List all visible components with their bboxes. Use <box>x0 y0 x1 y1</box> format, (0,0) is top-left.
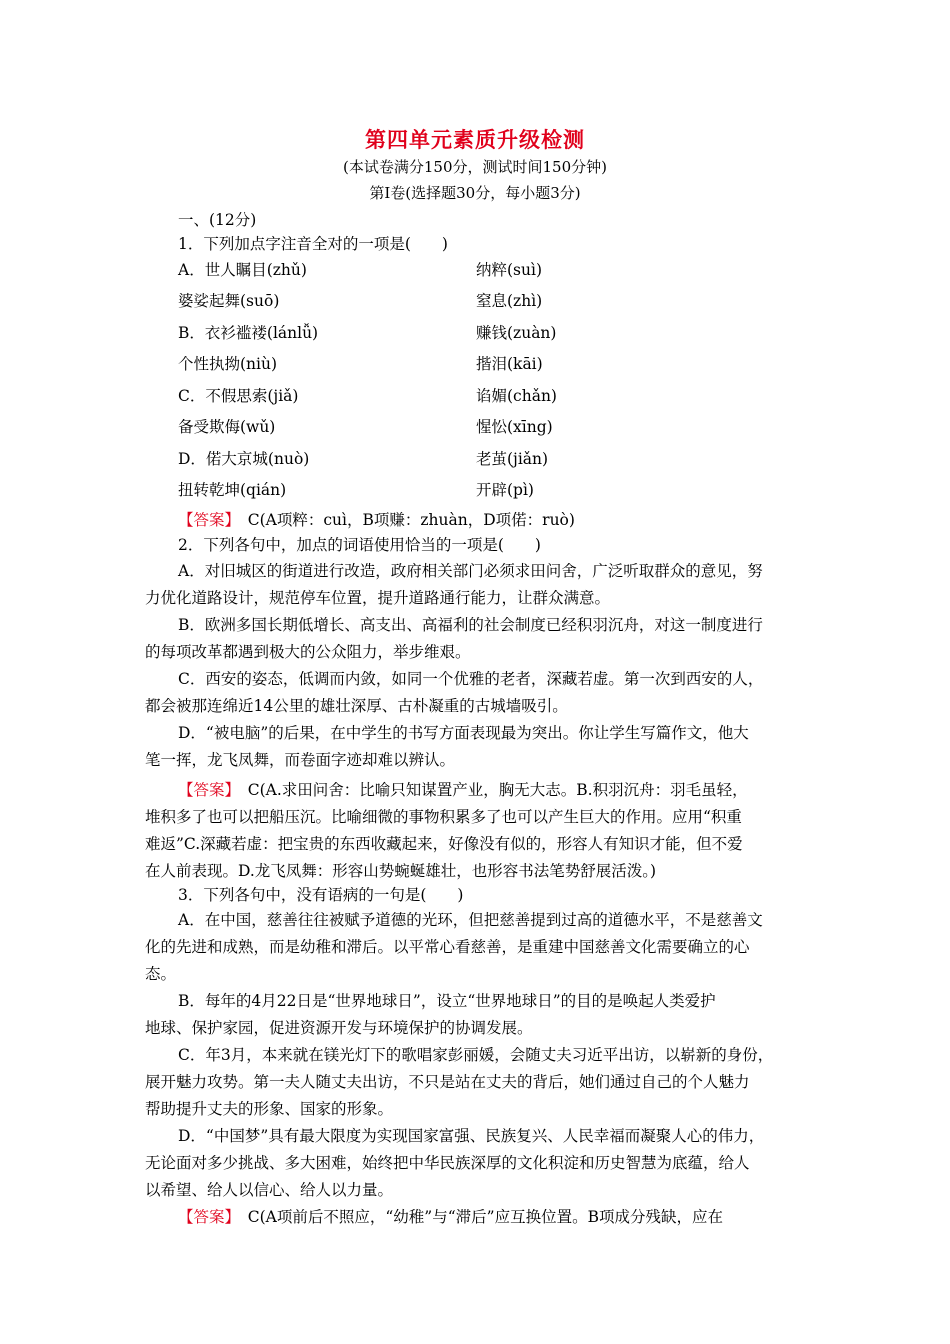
q2-option-c-line1: C．西安的姿态，低调而内敛，如同一个优雅的老者，深藏若虚。第一次到西安的人， <box>178 670 764 688</box>
q2-option-d-line1: D．“被电脑”的后果，在中学生的书写方面表现最为突出。你让学生写篇作文，他大 <box>178 724 749 742</box>
question-2-stem: 2．下列各句中，加点的词语使用恰当的一项是( ) <box>178 536 541 554</box>
option-cell: A．世人瞩目(zhǔ) <box>178 261 307 279</box>
q2-option-b-line1: B．欧洲多国长期低增长、高支出、高福利的社会制度已经积羽沉舟，对这一制度进行 <box>178 616 763 634</box>
question-1-stem: 1．下列加点字注音全对的一项是( ) <box>178 235 448 253</box>
option-cell: 婆娑起舞(suō) <box>178 292 280 310</box>
q3-option-d-line1: D．“中国梦”具有最大限度为实现国家富强、民族复兴、人民幸福而凝聚人心的伟力， <box>178 1127 765 1145</box>
answer-label: 【答案】 <box>178 511 233 529</box>
q2-answer-line2: 堆积多了也可以把船压沉。比喻细微的事物积累多了也可以产生巨大的作用。应用“积重 <box>145 808 742 826</box>
option-cell: 开辟(pì) <box>476 481 534 499</box>
q3-option-c-line2: 展开魅力攻势。第一夫人随丈夫出访，不只是站在丈夫的背后，她们通过自己的个人魅力 <box>145 1073 750 1091</box>
option-cell: 谄媚(chǎn) <box>476 387 557 405</box>
q3-option-d-line2: 无论面对多少挑战、多大困难，始终把中华民族深厚的文化积淀和历史智慧为底蕴，给人 <box>145 1154 750 1172</box>
answer-text: C(A.求田问舍：比喻只知谋置产业，胸无大志。B.积羽沉舟：羽毛虽轻， <box>232 781 748 799</box>
option-cell: 备受欺侮(wǔ) <box>178 418 276 436</box>
option-cell: 惺忪(xīng) <box>476 418 553 436</box>
q2-answer-line3: 难返”C.深藏若虚：把宝贵的东西收藏起来，好像没有似的，形容人有知识才能，但不爱 <box>145 835 743 853</box>
q2-option-a-line1: A．对旧城区的街道进行改造，政府相关部门必须求田问舍，广泛听取群众的意见，努 <box>178 562 763 580</box>
q3-option-c-line1: C．年3月，本来就在镁光灯下的歌唱家彭丽媛，会随丈夫习近平出访，以崭新的身份， <box>178 1046 774 1064</box>
q3-option-a-line1: A．在中国，慈善往往被赋予道德的光环，但把慈善提到过高的道德水平，不是慈善文 <box>178 911 763 929</box>
answer-text: C(A项粹：cuì，B项赚：zhuàn，D项偌：ruò) <box>232 511 575 529</box>
option-cell: 扭转乾坤(qián) <box>178 481 287 499</box>
option-cell: 赚钱(zuàn) <box>476 324 557 342</box>
answer-label: 【答案】 <box>178 781 233 799</box>
q2-option-a-line2: 力优化道路设计，规范停车位置，提升道路通行能力，让群众满意。 <box>145 589 611 607</box>
q2-option-b-line2: 的每项改革都遇到极大的公众阻力，举步维艰。 <box>145 643 471 661</box>
question-1-answer <box>178 510 575 530</box>
subtitle: (本试卷满分150分，测试时间150分钟) <box>343 158 607 176</box>
question-3-answer <box>178 1207 723 1227</box>
question-3-stem: 3．下列各句中，没有语病的一句是( ) <box>178 886 464 904</box>
option-cell: 个性执拗(niù) <box>178 355 278 373</box>
q3-option-b-line1: B．每年的4月22日是“世界地球日”，设立“世界地球日”的目的是唤起人类爱护 <box>178 992 716 1010</box>
section-heading: 第Ⅰ卷(选择题30分，每小题3分) <box>369 184 581 202</box>
q3-option-b-line2: 地球、保护家园，促进资源开发与环境保护的协调发展。 <box>145 1019 533 1037</box>
part-heading: 一、(12分) <box>178 211 257 229</box>
option-cell: 揩泪(kāi) <box>476 355 543 373</box>
page-title: 第四单元素质升级检测 <box>365 127 585 152</box>
q3-option-a-line2: 化的先进和成熟，而是幼稚和滞后。以平常心看慈善，是重建中国慈善文化需要确立的心 <box>145 938 750 956</box>
answer-label: 【答案】 <box>178 1208 233 1226</box>
q2-option-d-line2: 笔一挥，龙飞凤舞，而卷面字迹却难以辨认。 <box>145 751 456 769</box>
option-cell: 纳粹(suì) <box>476 261 542 279</box>
q3-option-a-line3: 态。 <box>145 965 177 983</box>
question-2-answer <box>178 780 748 800</box>
q2-option-c-line2: 都会被那连绵近14公里的雄壮深厚、古朴凝重的古城墙吸引。 <box>145 697 568 715</box>
q3-option-c-line3: 帮助提升丈夫的形象、国家的形象。 <box>145 1100 394 1118</box>
q3-option-d-line3: 以希望、给人以信心、给人以力量。 <box>145 1181 394 1199</box>
option-cell: C．不假思索(jiǎ) <box>178 387 299 405</box>
option-cell: D．偌大京城(nuò) <box>178 450 310 468</box>
q2-answer-line4: 在人前表现。D.龙飞凤舞：形容山势蜿蜒雄壮，也形容书法笔势舒展活泼。) <box>145 862 657 880</box>
option-cell: B．衣衫褴褛(lánlǚ) <box>178 324 319 342</box>
option-cell: 老茧(jiǎn) <box>476 450 549 468</box>
option-cell: 窒息(zhì) <box>476 292 543 310</box>
answer-text: C(A项前后不照应，“幼稚”与“滞后”应互换位置。B项成分残缺，应在 <box>232 1208 723 1226</box>
